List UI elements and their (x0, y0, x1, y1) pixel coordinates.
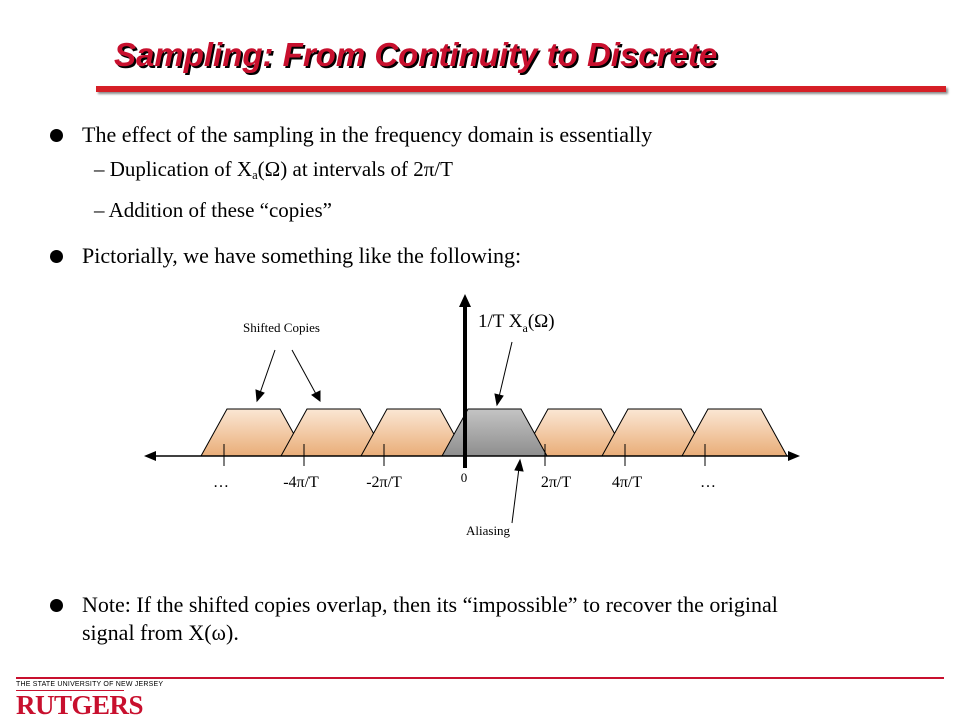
subbullet-dash: – (94, 157, 105, 181)
subbullet-dash: – (94, 198, 105, 222)
bullet-text: Pictorially, we have something like the following: (82, 243, 522, 268)
tick-label: 2π/T (540, 474, 572, 491)
tick-label: 4π/T (611, 474, 643, 491)
bullet-text: The effect of the sampling in the frequency domain is essentially (82, 122, 653, 147)
rutgers-logo (16, 681, 164, 720)
spectrum-copy (682, 409, 787, 456)
bullet-dot (50, 599, 63, 612)
aliasing-arrow (512, 468, 519, 523)
spectrum-label-sub: a (522, 321, 528, 335)
axis-arrow-up-icon (459, 294, 471, 307)
spectrum-label (478, 311, 555, 335)
subbullet-text: Duplication of X (109, 157, 253, 181)
subbullet-text: Addition of these “copies” (108, 198, 332, 222)
shifted-copies-label: Shifted Copies (243, 320, 320, 335)
aliasing-label: Aliasing (466, 523, 511, 538)
arrowhead-icon (495, 394, 503, 405)
subscript: a (252, 168, 258, 183)
tick-label: … (700, 474, 716, 491)
note-text-line2: signal from X(ω). (82, 620, 239, 645)
tick-label: … (213, 474, 229, 491)
axis-arrow-right-icon (788, 451, 800, 461)
shifted-copies-arrow (260, 350, 275, 393)
footer-rule (16, 677, 944, 679)
subbullet-text-tail: (Ω) at intervals of 2π/T (257, 157, 453, 181)
original-spectrum (442, 409, 547, 456)
axis-arrow-left-icon (144, 451, 156, 461)
center-label-arrow (499, 342, 512, 397)
spectrum-label-pre: 1/T X (478, 311, 523, 332)
tick-label: -2π/T (366, 474, 402, 491)
tick-label: -4π/T (283, 474, 319, 491)
tick-label: 0 (460, 470, 468, 485)
shifted-copies-arrow (292, 350, 316, 394)
note-text-line1: Note: If the shifted copies overlap, then its “impossible” to recover the original (82, 592, 778, 617)
arrowhead-icon (515, 460, 523, 471)
slide-title: Sampling: From Continuity to Discrete (114, 36, 718, 73)
logo-wordmark: RUTGERS (16, 690, 144, 720)
arrowhead-icon (312, 391, 320, 401)
arrowhead-icon (256, 390, 264, 401)
logo-tagline: THE STATE UNIVERSITY OF NEW JERSEY (16, 681, 164, 688)
spectrum-label-post: (Ω) (527, 311, 555, 332)
